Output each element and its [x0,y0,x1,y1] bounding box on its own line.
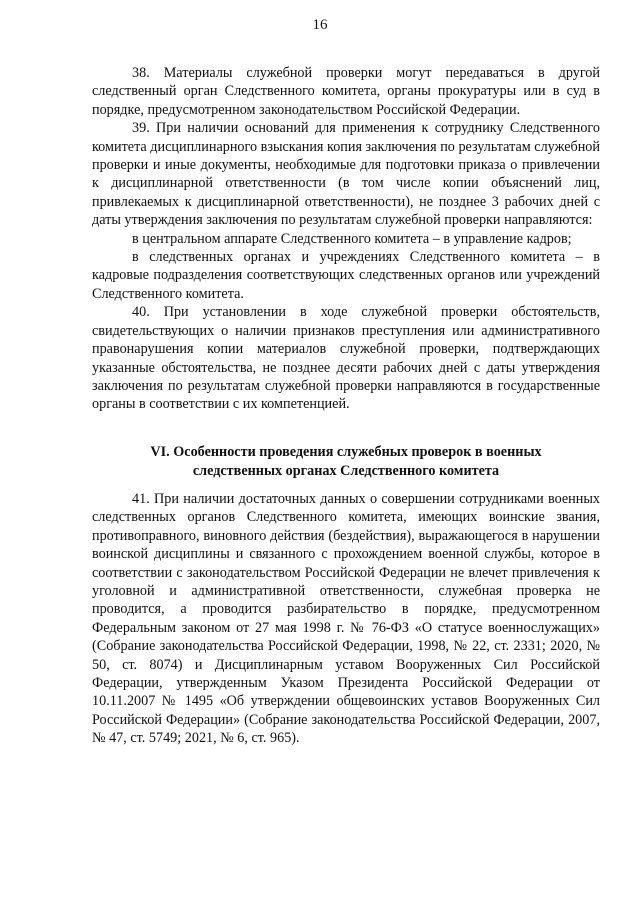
paragraph-39-item-regional: в следственных органах и учреждениях Следственного комитета – в кадровые подразделения соответствующих следственных органов или учреждений Следственного комитета. [92,249,600,302]
paragraph-41: 41. При наличии достаточных данных о совершении сотрудниками военных следственных органов Следственного комитета, имеющих воинские звания, противоправного, виновного действия (бездействия), выражающегося в нарушении воинской дисциплины и связанного с прохождением военной службы, которое в соответствии с законодательством Российской Федерации не влечет привлечения к уголовной и административной ответственности, служебная проверка не проводится, а проводится разбирательство в порядке, предусмотренном Федеральным законом от 27 мая 1998 г. № 76-ФЗ «О статусе военнослужащих» (Собрание законодательства Российской Федерации, 1998, № 22, ст. 2331; 2020, № 50, ст. 8074) и Дисциплинарным уставом Вооруженных Сил Российской Федерации, утвержденным Указом Президента Российской Федерации от 10.11.2007 № 1495 «Об утверждении общевоинских уставов Вооруженных Сил Российской Федерации» (Собрание законодательства Российской Федерации, 2007, № 47, ст. 5749; 2021, № 6, ст. 965). [92,491,600,747]
paragraph-39: 39. При наличии оснований для применения к сотруднику Следственного комитета дисциплинарного взыскания копия заключения по результатам служебной проверки и иные документы, необходимые для подготовки приказа о привлечении к дисциплинарной ответственности (в том числе копии объяснений лиц, привлекаемых к дисциплинарной ответственности), не позднее 3 рабочих дней с даты утверждения заключения по результатам служебной проверки направляются: [92,120,600,229]
page-number: 16 [312,17,328,33]
section-heading-line-1: VI. Особенности проведения служебных проверок в военных [150,444,542,460]
section-heading [92,443,600,480]
paragraph-38: 38. Материалы служебной проверки могут передаваться в другой следственный орган Следственного комитета, органы прокуратуры или в суд в порядке, предусмотренном законодательством Российской Федерации. [92,65,600,118]
paragraph-39-item-central: в центральном аппарате Следственного комитета – в управление кадров; [132,230,572,247]
text-block-bottom [92,490,600,748]
paragraph-40: 40. При установлении в ходе служебной проверки обстоятельств, свидетельствующих о наличии признаков преступления или административного правонарушения копии материалов служебной проверки, подтверждающих указанные обстоятельства, не позднее десяти рабочих дней с даты утверждения заключения по результатам служебной проверки направляются в государственные органы в соответствии с их компетенцией. [92,304,600,413]
section-heading-line-2: следственных органах Следственного комитета [192,462,500,479]
text-block-top [92,64,600,414]
